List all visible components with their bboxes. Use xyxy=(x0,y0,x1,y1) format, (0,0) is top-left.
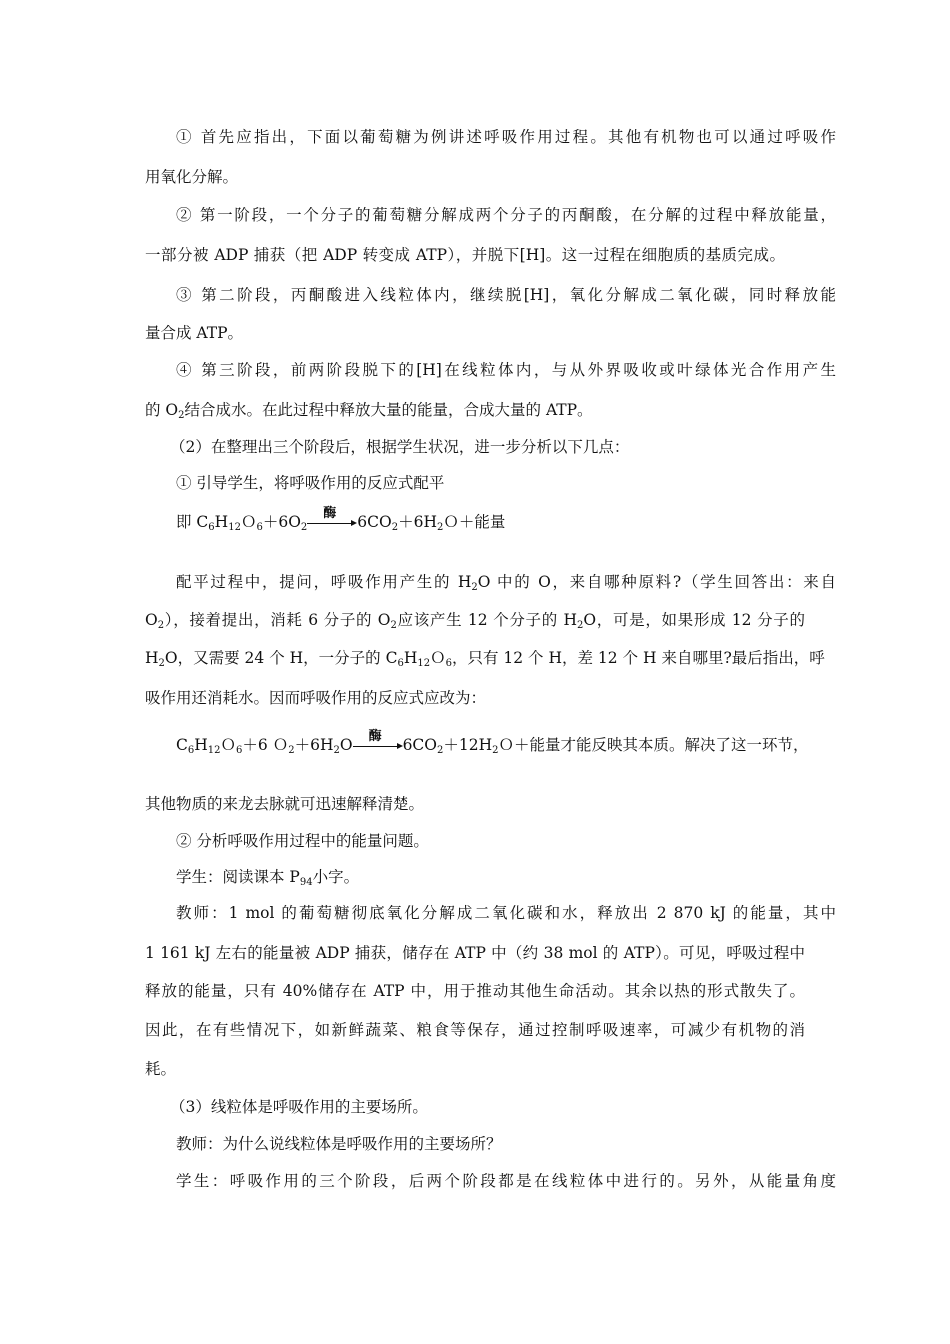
teacher-question-line: 教师：为什么说线粒体是呼吸作用的主要场所？ xyxy=(176,1135,502,1153)
paragraph-2-line-1: ② 第一阶段，一个分子的葡萄糖分解成两个分子的丙酮酸，在分解的过程中释放能量， xyxy=(176,206,836,224)
equation-2: $C_6H_{12}O_6+6$ $O_2+6H_2O$ 酶 $6CO_2+12H_2O+$能量才能反映其本质。解决了这一环节， xyxy=(176,729,809,756)
point-1-heading: ① 引导学生，将呼吸作用的反应式配平 xyxy=(176,474,445,492)
section-3-heading: （3）线粒体是呼吸作用的主要场所。 xyxy=(170,1098,428,1116)
student-reading-line: 学生：阅读课本 $P_{94}$小字。 xyxy=(176,868,360,888)
paragraph-7-line-3: $H_2O$，又需要 24 个 H，一分子的 $C_6H_{12}O_6$，只有 12 个 H，差 12 个 H 来自哪里?最后指出，呼 xyxy=(145,649,825,669)
point-2-heading: ② 分析呼吸作用过程中的能量问题。 xyxy=(176,832,429,850)
paragraph-8-line-1: 其他物质的来龙去脉就可迅速解释清楚。 xyxy=(145,795,425,813)
equation-1: 即 $C_6H_{12}O_6+6O_2$ 酶 $6CO_2+6H_2O+$能量 xyxy=(176,506,506,533)
paragraph-7-line-1: 配平过程中，提问，呼吸作用产生的 $H_2O$ 中的 O，来自哪种原料?（学生回答出：来自 xyxy=(176,573,836,593)
paragraph-1-line-2: 用氧化分解。 xyxy=(145,168,239,186)
teacher-paragraph-line-2: 1 161 kJ 左右的能量被 ADP 捕获，储存在 ATP 中（约 38 mol 的 ATP）。可见，呼吸过程中 xyxy=(145,944,805,962)
teacher-paragraph-line-3: 释放的能量，只有 40%储存在 ATP 中，用于推动其他生命活动。其余以热的形式散失了。 xyxy=(145,982,805,1000)
paragraph-7-line-2: $O_2$），接着提出，消耗 6 分子的 $O_2$应该产生 12 个分子的 $H_2O$，可是，如果形成 12 分子的 xyxy=(145,611,805,631)
paragraph-7-line-4: 吸作用还消耗水。因而呼吸作用的反应式应改为： xyxy=(145,689,487,707)
paragraph-2-line-2: 一部分被 ADP 捕获（把 ADP 转变成 ATP），并脱下[H]。这一过程在细胞质的基质完成。 xyxy=(145,246,785,264)
teacher-paragraph-line-5: 耗。 xyxy=(145,1060,177,1078)
teacher-paragraph-line-4: 因此，在有些情况下，如新鲜蔬菜、粮食等保存，通过控制呼吸速率，可减少有机物的消 xyxy=(145,1021,805,1039)
paragraph-3-line-2: 量合成 ATP。 xyxy=(145,324,244,342)
enzyme-label: 酶 xyxy=(368,729,382,744)
reaction-arrow xyxy=(307,506,357,533)
section-2-heading: （2）在整理出三个阶段后，根据学生状况，进一步分析以下几点： xyxy=(170,438,630,456)
paragraph-1-line-1: ① 首先应指出，下面以葡萄糖为例讲述呼吸作用过程。其他有机物也可以通过呼吸作 xyxy=(176,128,836,146)
reaction-arrow xyxy=(353,729,403,756)
paragraph-4-line-1: ④ 第三阶段，前两阶段脱下的[H]在线粒体内，与从外界吸收或叶绿体光合作用产生 xyxy=(176,361,836,379)
student-answer-line: 学生：呼吸作用的三个阶段，后两个阶段都是在线粒体中进行的。另外，从能量角度 xyxy=(176,1172,836,1190)
enzyme-label: 酶 xyxy=(323,506,337,521)
paragraph-4-line-2: 的 $O_2$结合成水。在此过程中释放大量的能量，合成大量的 ATP。 xyxy=(145,401,593,421)
paragraph-3-line-1: ③ 第二阶段，丙酮酸进入线粒体内，继续脱[H]，氧化分解成二氧化碳，同时释放能 xyxy=(176,286,836,304)
teacher-paragraph-line-1: 教师：1 mol 的葡萄糖彻底氧化分解成二氧化碳和水，释放出 2 870 kJ 的能量，其中 xyxy=(176,904,836,922)
